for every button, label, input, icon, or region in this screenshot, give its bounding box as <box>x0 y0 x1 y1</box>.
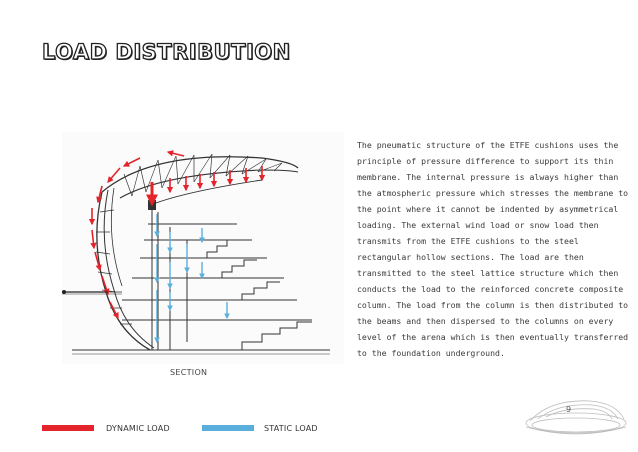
static-load-label: STATIC LOAD <box>264 424 318 433</box>
arena-logo-icon <box>520 395 632 443</box>
dynamic-load-swatch <box>42 425 94 431</box>
dynamic-load-label: DYNAMIC LOAD <box>106 424 170 433</box>
page-title: LOAD DISTRIBUTION <box>42 40 291 64</box>
description-paragraph: The pneumatic structure of the ETFE cushions uses the principle of pressure difference to support its thin membrane. The internal pressure is always higher than the atmospheric pressure which stresses the membrane to the point where it cannot be indented by asymmetrical loading. The external wind load or snow load then transmits from the ETFE cushions to the steel rectangular hollow sections. The load are then transmitted to the steel lattice structure which then conducts the load to the reinforced concrete composite column. The load from the column is then distributed to the beams and then dispersed to the columns on every level of the arena which is then eventually transferred to the foundation underground. <box>357 140 629 358</box>
section-drawing <box>62 132 344 364</box>
section-sketch <box>62 132 344 364</box>
page-number: 9 <box>566 405 572 414</box>
drawing-caption: SECTION <box>170 368 208 377</box>
static-load-swatch <box>202 425 254 431</box>
